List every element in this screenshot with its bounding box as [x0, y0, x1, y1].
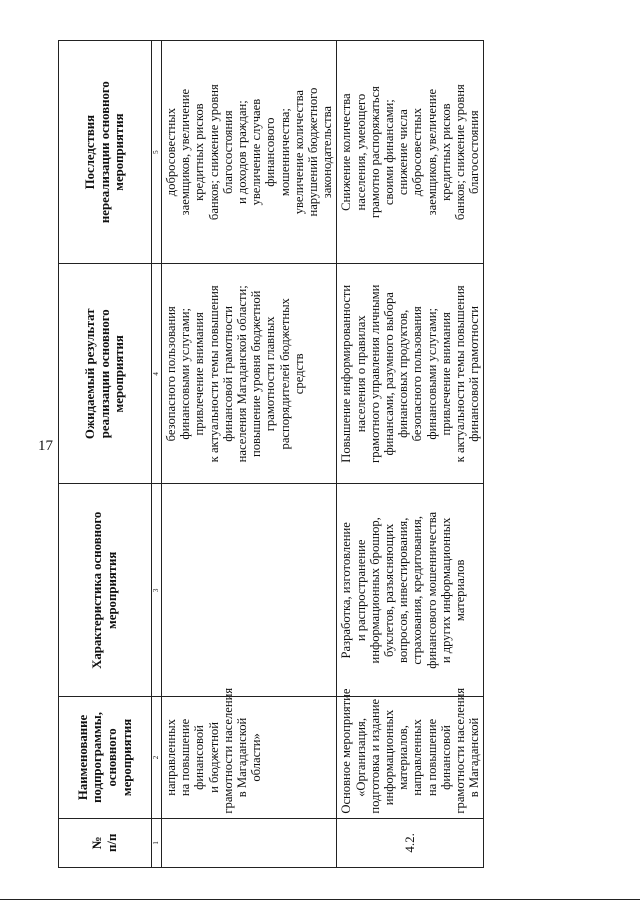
text-line: и распространение — [353, 539, 368, 642]
text-line: мероприятия — [112, 335, 127, 413]
text-line: финансовых продуктов, — [396, 309, 411, 438]
text-line: п/п — [105, 833, 119, 852]
text-line: направленных — [410, 719, 425, 796]
text-line: и доходов граждан; — [235, 100, 250, 205]
text-line: финансовой грамотности — [467, 305, 482, 442]
text-line: безопасного пользования — [164, 306, 178, 442]
header-cell-name — [59, 697, 152, 818]
header-row — [59, 41, 152, 868]
text-line: подпрограммы, — [90, 712, 105, 803]
column-number-row — [152, 41, 162, 868]
text-line: Разработка, изготовление — [339, 522, 354, 659]
text-line: повышение уровня бюджетной — [249, 290, 264, 458]
text-line: нереализации основного — [97, 81, 112, 224]
text-line: к актуальности темы повышения — [206, 285, 221, 463]
text-line: финансовыми услугами; — [424, 308, 439, 440]
text-line: грамотности главных — [263, 316, 278, 432]
row-characteristic — [162, 484, 337, 697]
text-line: Характеристика основного — [90, 511, 105, 669]
text-line: подготовка и издание — [367, 698, 382, 814]
text-line: реализации основного — [97, 309, 112, 439]
text-line: грамотного управления личными — [367, 284, 382, 463]
header-cell-characteristic — [59, 484, 152, 697]
row-name — [162, 687, 337, 818]
text-line: грамотности населения — [453, 687, 468, 814]
text-line: на повышение — [178, 718, 193, 797]
text-line: населения, умеющего — [353, 93, 368, 211]
rotated-table-container — [58, 40, 482, 868]
text-line: средств — [291, 353, 306, 395]
text-line: финансовой — [438, 725, 453, 790]
text-line: мероприятия — [119, 718, 134, 797]
text-line: вопросов, инвестирования, — [396, 517, 411, 664]
text-line: населения Магаданской области; — [235, 285, 250, 463]
text-line: финансового — [263, 117, 278, 187]
row-number — [162, 818, 337, 867]
text-line: и бюджетной — [206, 722, 221, 793]
text-line: кредитных рисков — [192, 103, 207, 201]
column-number: 1 — [152, 818, 162, 867]
text-line: финансами, разумного выбора — [382, 292, 397, 456]
text-line: «Организация, — [353, 718, 368, 797]
text-line: в Магаданской — [235, 717, 250, 798]
column-number: 3 — [152, 484, 162, 697]
text-line: финансовой грамотности — [220, 305, 235, 442]
row-name — [337, 687, 484, 818]
text-line: банков; снижение уровня — [453, 84, 468, 221]
text-line: увеличение случаев — [249, 98, 264, 206]
text-line: в Магаданской — [467, 717, 482, 798]
text-line: заемщиков, увеличение — [424, 88, 439, 216]
text-line: Основное мероприятие — [339, 688, 354, 814]
row-number: 4.2. — [337, 818, 484, 867]
text-line: информационных — [382, 709, 397, 806]
text-line: населения о правилах — [353, 315, 368, 433]
text-line: благосостояния — [467, 110, 482, 194]
header-cell-consequences — [59, 41, 152, 264]
column-number: 4 — [152, 264, 162, 484]
bottom-rule — [0, 899, 640, 900]
text-line: информационных брошюр, — [367, 517, 382, 664]
program-table — [58, 40, 484, 868]
text-line: финансовой — [192, 725, 207, 790]
text-line: финансового мошенничества — [424, 511, 439, 669]
table-row — [337, 41, 484, 868]
text-line: Последствия — [83, 114, 98, 190]
text-line: безопасного пользования — [410, 306, 425, 442]
text-line: направленных — [164, 719, 178, 796]
text-line: материалов, — [396, 725, 411, 790]
text-line: снижение числа — [396, 109, 411, 196]
text-line: банков; снижение уровня — [206, 84, 221, 221]
text-line: кредитных рисков — [438, 103, 453, 201]
text-line: страхования, кредитования, — [410, 516, 425, 665]
text-line: мероприятия — [105, 551, 119, 629]
text-line: Повышение информированности — [339, 284, 354, 463]
text-line: добросовестных — [410, 107, 425, 197]
text-line: благосостояния — [220, 110, 235, 194]
header-cell-number — [59, 818, 152, 867]
text-line: грамотности населения — [220, 687, 235, 814]
text-line: распорядителей бюджетных — [277, 298, 292, 450]
text-line: грамотно распоряжаться — [367, 86, 382, 219]
text-line: финансовыми услугами; — [178, 308, 193, 440]
text-line: на повышение — [424, 718, 439, 797]
text-line: к актуальности темы повышения — [453, 285, 468, 463]
text-line: заемщиков, увеличение — [178, 88, 193, 216]
row-result — [162, 264, 337, 484]
text-line: Наименование — [75, 714, 90, 801]
text-line: привлечение внимания — [438, 312, 453, 436]
text-line: Снижение количества — [339, 93, 354, 211]
row-consequences — [162, 41, 337, 264]
column-number: 5 — [152, 41, 162, 264]
text-line: и других информационных — [438, 517, 453, 664]
text-line: законодательства — [320, 105, 335, 199]
text-line: области» — [249, 733, 264, 782]
column-number: 2 — [152, 697, 162, 818]
text-line: № — [90, 836, 105, 850]
text-line: нарушений бюджетного — [306, 87, 321, 217]
text-line: привлечение внимания — [192, 312, 207, 436]
text-line: добросовестных — [164, 107, 178, 197]
text-line: увеличение количества — [291, 90, 306, 215]
text-line: мошенничества; — [277, 108, 292, 197]
text-line: своими финансами; — [382, 99, 397, 206]
text-line: Ожидаемый результат — [83, 308, 98, 440]
table-row — [162, 41, 337, 868]
header-cell-result — [59, 264, 152, 484]
row-characteristic — [337, 484, 484, 697]
text-line: основного — [105, 728, 119, 787]
row-result — [337, 264, 484, 484]
text-line: материалов — [453, 559, 468, 622]
page-number: 17 — [38, 438, 53, 454]
text-line: буклетов, разъясняющих — [382, 523, 397, 657]
text-line: мероприятия — [112, 113, 127, 191]
row-consequences — [337, 41, 484, 264]
